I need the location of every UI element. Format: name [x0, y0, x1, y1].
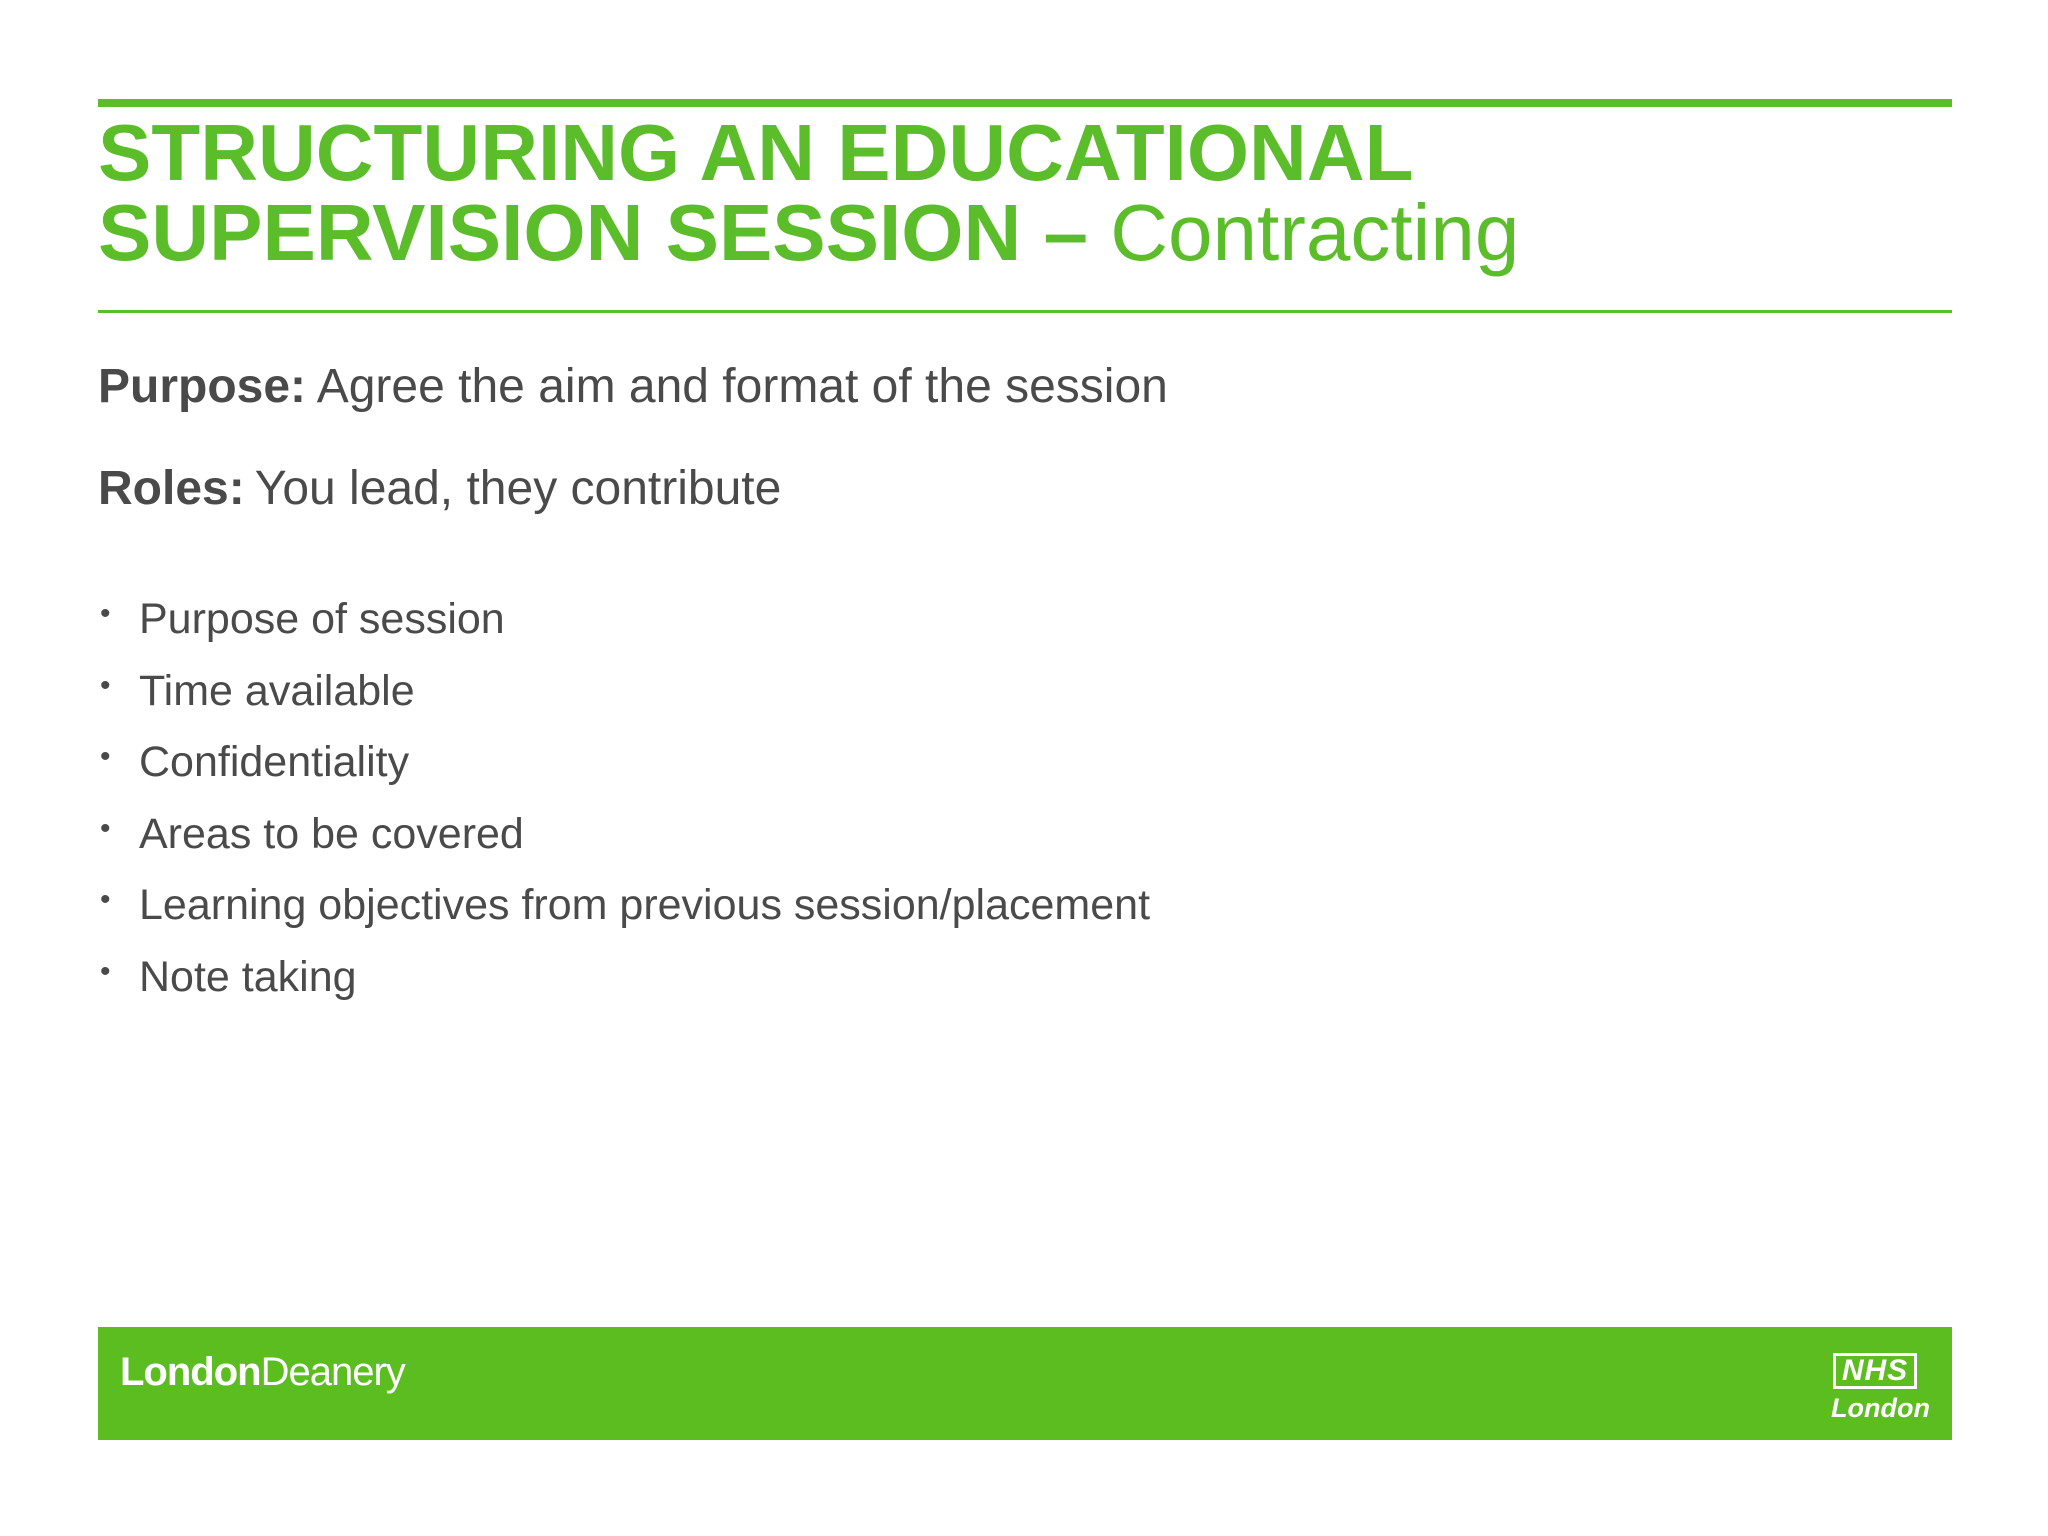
- roles-text: You lead, they contribute: [254, 462, 782, 515]
- title-line-1: STRUCTURING AN EDUCATIONAL: [98, 108, 1414, 197]
- purpose-label: Purpose:: [98, 360, 307, 413]
- title-bottom-rule: [98, 310, 1952, 313]
- bullet-dot-icon: •: [100, 811, 111, 845]
- title-line-2: [98, 188, 1948, 277]
- bullet-dot-icon: •: [100, 740, 111, 774]
- title-line-2-light: Contracting: [1110, 188, 1520, 277]
- bullet-dot-icon: •: [100, 668, 111, 702]
- purpose-text: Agree the aim and format of the session: [316, 360, 1168, 413]
- roles-label: Roles:: [98, 462, 245, 515]
- london-deanery-logo: [120, 1347, 405, 1397]
- bullet-item: [98, 588, 1150, 660]
- bullet-item: [98, 660, 1150, 732]
- bullet-dot-icon: •: [100, 597, 111, 630]
- title-line-2-bold: SUPERVISION SESSION –: [98, 188, 1088, 277]
- bullet-list: [98, 588, 1150, 1018]
- nhs-london-logo: [1820, 1353, 1930, 1423]
- nhs-logo-region: London: [1831, 1393, 1930, 1423]
- bullet-item: [98, 874, 1150, 946]
- roles-line: [98, 461, 781, 517]
- bullet-text: Purpose of session: [139, 595, 505, 643]
- bullet-item: [98, 803, 1150, 875]
- bullet-item: [98, 731, 1150, 803]
- bullet-text: Confidentiality: [139, 738, 410, 787]
- bullet-dot-icon: •: [100, 954, 111, 988]
- purpose-line: [98, 359, 1168, 415]
- title-top-rule: [98, 99, 1952, 107]
- bullet-item: [98, 946, 1150, 1018]
- footer-bar: [98, 1327, 1952, 1440]
- nhs-logo-mark: NHS: [1833, 1353, 1917, 1389]
- bullet-dot-icon: •: [100, 883, 111, 917]
- bullet-text: Learning objectives from previous session/placement: [139, 881, 1151, 930]
- bullet-text: Time available: [139, 666, 415, 715]
- slide-title: [98, 108, 1948, 277]
- logo-word-london: London: [120, 1350, 261, 1394]
- bullet-text: Areas to be covered: [139, 809, 524, 858]
- logo-word-deanery: Deanery: [260, 1350, 405, 1394]
- bullet-text: Note taking: [139, 952, 357, 1001]
